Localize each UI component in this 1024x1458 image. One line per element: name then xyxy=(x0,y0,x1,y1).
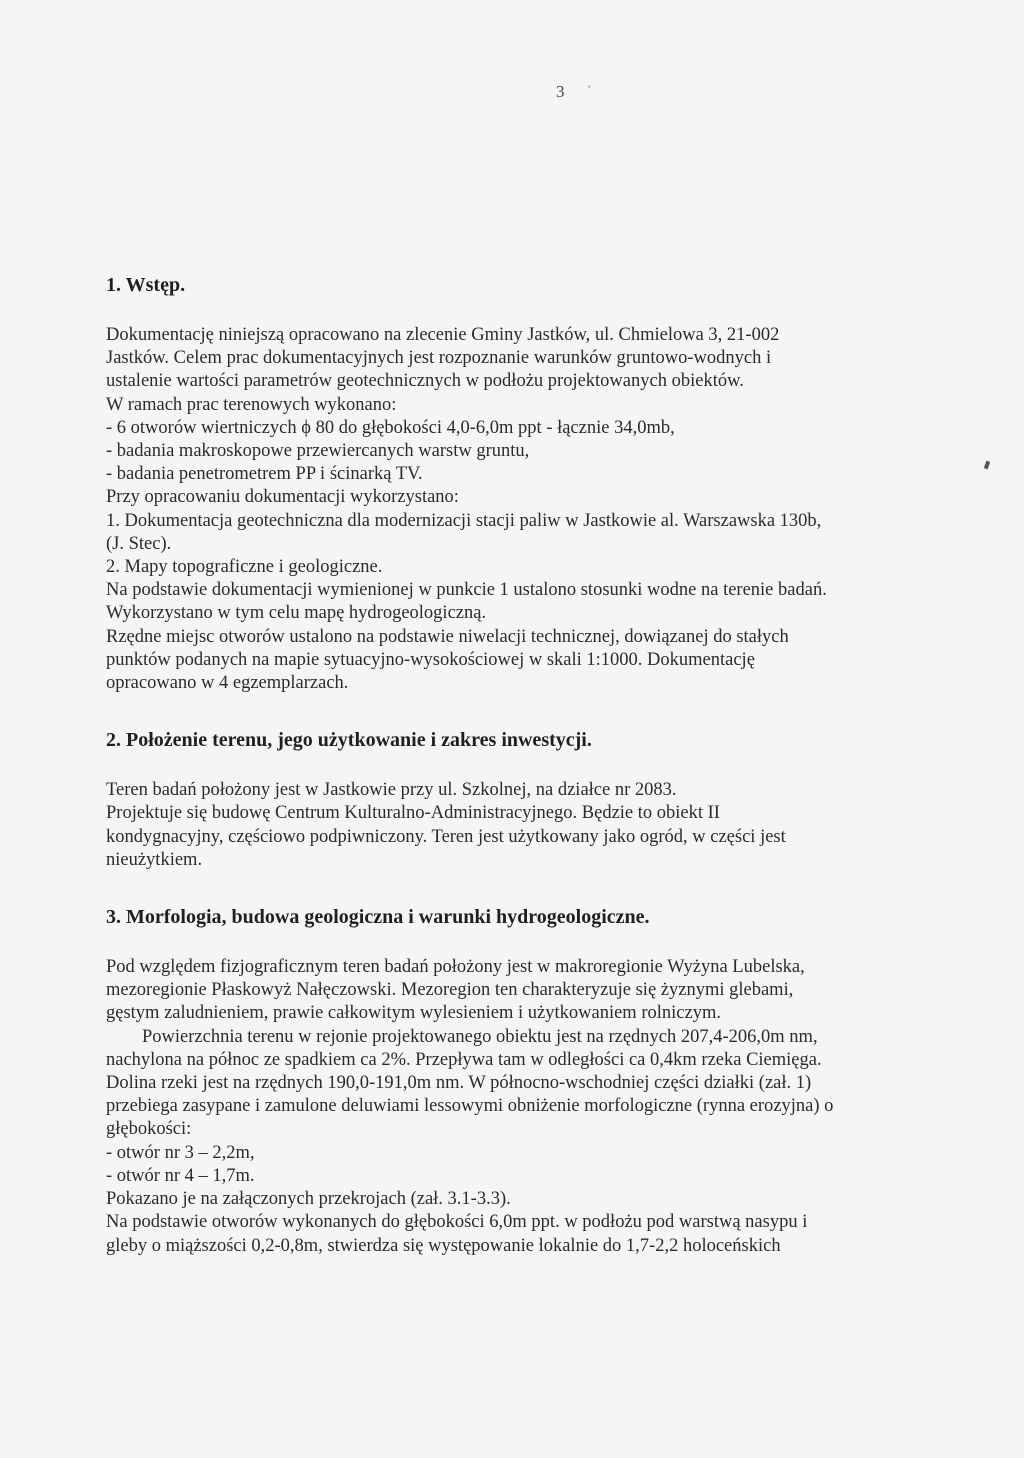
paragraph-line: przebiega zasypane i zamulone deluwiami lessowymi obniżenie morfologiczne (rynna erozyjna) o xyxy=(106,1096,834,1117)
paragraph-line: Przy opracowaniu dokumentacji wykorzystano: xyxy=(106,487,459,508)
page-number: 3 xyxy=(556,82,565,101)
paragraph-line: Pod względem fizjograficznym teren badań położony jest w makroregionie Wyżyna Lubelska, xyxy=(106,957,805,978)
paragraph-line: W ramach prac terenowych wykonano: xyxy=(106,394,397,415)
paragraph-line: nachylona na północ ze spadkiem ca 2%. Przepływa tam w odległości ca 0,4km rzeka Ciemięga. xyxy=(106,1049,822,1070)
paragraph-line: punktów podanych na mapie sytuacyjno-wysokościowej w skali 1:1000. Dokumentację xyxy=(106,649,755,670)
paragraph-line: gęstym zaludnieniem, prawie całkowitym wylesieniem i użytkowaniem rolniczym. xyxy=(106,1003,721,1024)
section-heading-wstep: 1. Wstęp. xyxy=(106,274,186,296)
section-body-polozenie xyxy=(106,779,1006,872)
paragraph-line: Dokumentację niniejszą opracowano na zlecenie Gminy Jastków, ul. Chmielowa 3, 21-002 xyxy=(106,325,780,345)
list-item: - otwór nr 4 – 1,7m. xyxy=(106,1165,255,1186)
page-mark: ' xyxy=(588,82,591,97)
list-item: - badania makroskopowe przewiercanych warstw gruntu, xyxy=(106,441,530,462)
document-body xyxy=(106,272,1006,1258)
section-heading-morfologia: 3. Morfologia, budowa geologiczna i warunki hydrogeologiczne. xyxy=(106,906,650,929)
paragraph-line: nieużytkiem. xyxy=(106,849,203,870)
list-item: - badania penetrometrem PP i ścinarką TV. xyxy=(106,464,423,485)
section-body-morfologia xyxy=(106,956,1006,1258)
paragraph-line: Wykorzystano w tym celu mapę hydrogeologiczną. xyxy=(106,603,487,624)
paragraph-line: ustalenie wartości parametrów geotechnicznych w podłożu projektowanych obiektów. xyxy=(106,371,744,392)
paragraph-line: Dolina rzeki jest na rzędnych 190,0-191,0m nm. W północno-wschodniej części działki (zał. 1) xyxy=(106,1073,812,1094)
paragraph-line: kondygnacyjny, częściowo podpiwniczony. Teren jest użytkowany jako ogród, w części jest xyxy=(106,826,786,847)
paragraph-line: Teren badań położony jest w Jastkowie przy ul. Szkolnej, na działce nr 2083. xyxy=(106,780,677,801)
paragraph-line: gleby o miąższości 0,2-0,8m, stwierdza się występowanie lokalnie do 1,7-2,2 holoceńskich xyxy=(106,1235,781,1256)
paragraph-line: Projektuje się budowę Centrum Kulturalno-Administracyjnego. Będzie to obiekt II xyxy=(106,803,720,824)
paragraph-line: głębokości: xyxy=(106,1119,192,1140)
list-item: 2. Mapy topograficzne i geologiczne. xyxy=(106,557,383,578)
paragraph-line: Na podstawie dokumentacji wymienionej w punkcie 1 ustalono stosunki wodne na terenie badań. xyxy=(106,580,827,601)
list-item: - 6 otworów wiertniczych ϕ 80 do głębokości 4,0-6,0m ppt - łącznie 34,0mb, xyxy=(106,417,675,438)
section-heading-polozenie: 2. Położenie terenu, jego użytkowanie i zakres inwestycji. xyxy=(106,729,592,752)
paragraph-line: Jastków. Celem prac dokumentacyjnych jest rozpoznanie warunków gruntowo-wodnych i xyxy=(106,348,772,369)
paragraph-line: Pokazano je na załączonych przekrojach (zał. 3.1-3.3). xyxy=(106,1189,511,1210)
paragraph-line: Rzędne miejsc otworów ustalono na podstawie niwelacji technicznej, dowiązanej do stałych xyxy=(106,626,789,647)
paragraph-line: opracowano w 4 egzemplarzach. xyxy=(106,673,349,694)
list-item: (J. Stec). xyxy=(106,533,172,554)
paragraph-line: Na podstawie otworów wykonanych do głębokości 6,0m ppt. w podłożu pod warstwą nasypu i xyxy=(106,1212,808,1233)
list-item: - otwór nr 3 – 2,2m, xyxy=(106,1142,255,1163)
paragraph-line: mezoregionie Płaskowyż Nałęczowski. Mezoregion ten charakteryzuje się żyznymi glebami, xyxy=(106,980,794,1001)
section-body-wstep xyxy=(106,324,1006,695)
list-item: 1. Dokumentacja geotechniczna dla modernizacji stacji paliw w Jastkowie al. Warszawska 130b, xyxy=(106,510,822,531)
paragraph-line: Powierzchnia terenu w rejonie projektowanego obiektu jest na rzędnych 207,4-206,0m nm, xyxy=(142,1026,818,1047)
